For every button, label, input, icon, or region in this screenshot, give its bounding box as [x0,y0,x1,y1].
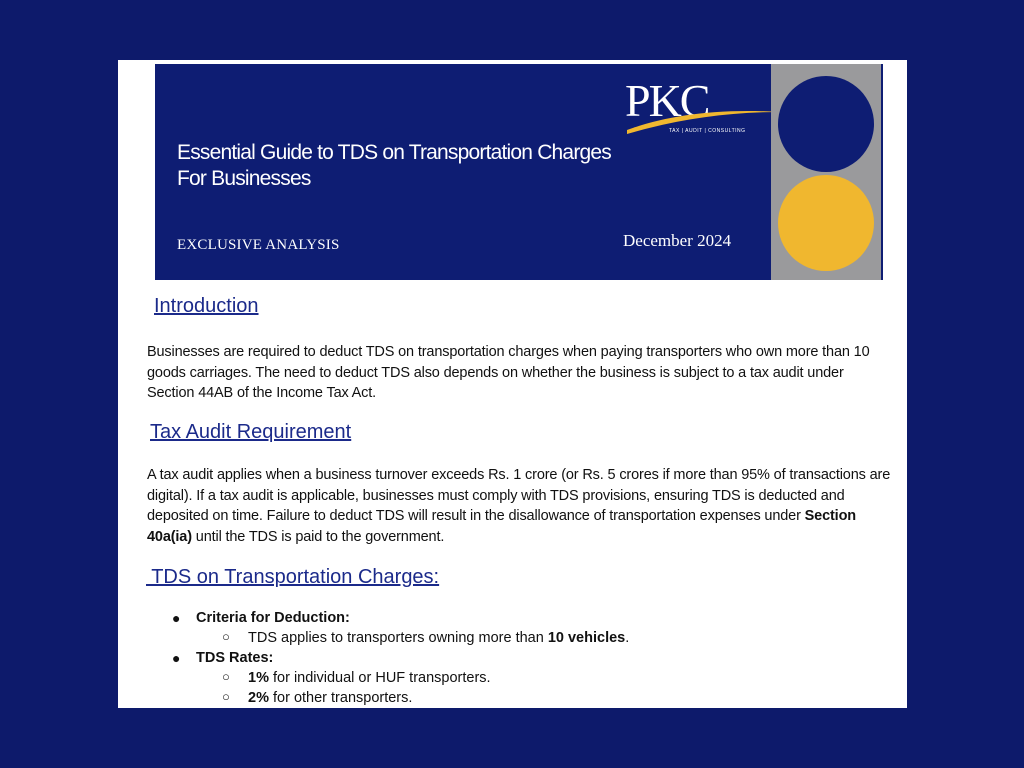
rate-2-text: for other transporters. [268,690,413,706]
list-item-rates [168,648,629,668]
document-page [118,60,907,708]
rates-label: TDS Rates: [196,650,274,666]
heading-introduction: Introduction [154,295,259,317]
decorative-side-panel [771,64,881,280]
audit-text-end: until the TDS is paid to the government. [191,528,445,545]
criteria-text: TDS applies to transporters owning more than [248,630,548,646]
bullet-icon: ● [172,650,181,666]
title-line-1: Essential Guide to TDS on Transportation Charges [177,141,611,164]
yellow-circle-decoration [778,175,874,271]
title-line-2: For Businesses [177,167,311,190]
document-subtitle: EXCLUSIVE ANALYSIS [177,237,340,253]
list-item-criteria [168,608,629,628]
logo-text: PKC [625,75,709,126]
rate-1-text: for individual or HUF transporters. [268,670,491,686]
rate-2-percent: 2% [248,690,269,706]
criteria-vehicles: 10 vehicles [547,630,626,646]
list-subitem-rate-1 [168,668,629,688]
document-date: December 2024 [623,231,732,250]
audit-text-start: A tax audit applies when a business turnover exceeds Rs. 1 crore (or Rs. 5 crores if more than 95% of transactions are digital). If a tax audit is applicable, businesses must comply with TDS provisions, ensuring TDS is deducted and deposited on time. Failure to deduct TDS will result in the disallowance of transportation expenses under [147,467,891,524]
sub-bullet-icon: ○ [222,689,230,704]
logo-tagline: TAX | AUDIT | CONSULTING [669,128,746,134]
audit-section-ref: Section 40a(ia) [147,508,856,545]
list-subitem-criteria [168,628,629,648]
pkc-logo [625,76,795,136]
list-subitem-rate-2 [168,688,629,708]
rate-1-percent: 1% [248,670,269,686]
criteria-period: . [625,630,630,646]
intro-paragraph: Businesses are required to deduct TDS on transportation charges when paying transporters who own more than 10 goods carriages. The need to deduct TDS also depends on whether the business is subject to a tax audit under Section 44AB of the Income Tax Act. [147,344,870,401]
heading-tax-audit: Tax Audit Requirement [150,421,352,443]
criteria-label: Criteria for Deduction: [196,610,350,626]
heading-tds-transport: TDS on Transportation Charges: [146,566,440,588]
sub-bullet-icon: ○ [222,629,230,644]
document-title [177,140,697,192]
tds-details-list [168,608,629,708]
audit-paragraph [147,465,892,547]
bullet-icon: ● [172,610,181,626]
sub-bullet-icon: ○ [222,669,230,684]
navy-circle-decoration [778,76,874,172]
